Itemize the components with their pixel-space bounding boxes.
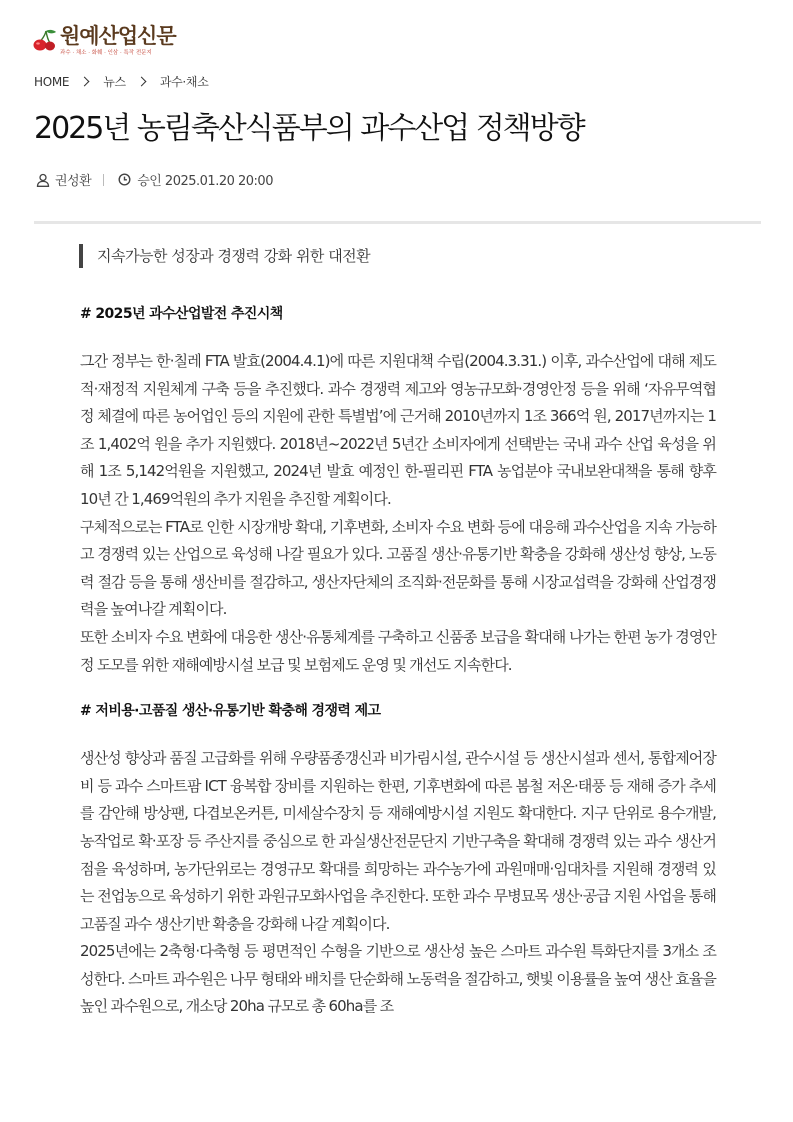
- author-name[interactable]: 권성환: [55, 174, 92, 189]
- header-divider: [34, 221, 761, 224]
- paragraph: 그간 정부는 한·칠레 FTA 발효(2004.4.1)에 따른 지원대책 수립(2004.3.31.) 이후, 과수산업에 대해 제도적·재정적 지원체계 구축 등을 추진했다. 과수 경쟁력 제고와 영농규모화·경영안정 등을 위해 ‘자유무역협정 체결에 따른 농어업인 등의 지원에 관한 특별법’에 근거해 2010년까지 1조 366억 원, 2017년까지는 1조 1,402억 원을 추가 지원했다. 2018년~2022년 5년간 소비자에게 선택받는 국내 과수 산업 육성을 위해 1조 5,142억원을 지원했고, 2024년 발효 예정인 한-필리핀 FTA 농업분야 국내보완대책을 통해 향후 10년 간 1,469억원의 추가 지원을 추진할 계획이다.: [80, 352, 716, 508]
- paragraph: 2025년에는 2축형·다축형 등 평면적인 수형을 기반으로 생산성 높은 스마트 과수원 특화단지를 3개소 조성한다. 스마트 과수원은 나무 형태와 배치를 단순화해 노동력을 절감하고, 햇빛 이용률을 높여 생산 효율을 높인 과수원으로, 개소당 20ha 규모로 총 60ha를 조: [80, 942, 716, 1016]
- clock-icon: [118, 173, 131, 186]
- publish-date: 승인 2025.01.20 20:00: [137, 174, 273, 189]
- paragraph: 또한 소비자 수요 변화에 대응한 생산·유통체계를 구축하고 신품종 보급을 확대해 나가는 한편 농가 경영안정 도모를 위한 재해예방시설 보급 및 보험제도 운영 및 개선도 지속한다.: [80, 627, 716, 674]
- breadcrumb-news[interactable]: 뉴스: [103, 75, 126, 89]
- article-body: [80, 300, 716, 1021]
- article-title: 2025년 농림축산식품부의 과수산업 정책방향: [34, 111, 584, 146]
- user-icon: [36, 173, 50, 187]
- paragraph: 생산성 향상과 품질 고급화를 위해 우량품종갱신과 비가림시설, 관수시설 등 생산시설과 센서, 통합제어장비 등 과수 스마트팜 ICT 융복합 장비를 지원하는 한편, 기후변화에 따른 봄철 저온·태풍 등 재해 증가 추세를 감안해 방상팬, 다겹보온커튼, 미세살수장치 등 재해예방시설 지원도 확대한다. 지구 단위로 용수개발, 농작업로 확·포장 등 주산지를 중심으로 한 과실생산전문단지 기반구축을 확대해 경쟁력 있는 과수 생산거점을 육성하며, 농가단위로는 경영규모 확대를 희망하는 과수농가에 과원매매·임대차를 지원해 경쟁력 있는 전업농으로 육성하기 위한 과원규모화사업을 추진한다. 또한 과수 무병묘목 생산·공급 지원 사업을 통해 고품질 과수 생산기반 확충을 강화해 나갈 계획이다.: [80, 749, 716, 933]
- site-name: 원예산업신문: [60, 24, 176, 48]
- section-heading: # 저비용·고품질 생산·유통기반 확충해 경쟁력 제고: [80, 703, 381, 720]
- article-subtitle: 지속가능한 성장과 경쟁력 강화 위한 대전환: [79, 244, 370, 268]
- section-heading: # 2025년 과수산업발전 추진시책: [80, 306, 283, 322]
- byline-divider: [103, 174, 104, 186]
- article-byline: [36, 170, 273, 189]
- breadcrumb-home[interactable]: HOME: [34, 74, 70, 89]
- chevron-right-icon: [136, 77, 146, 87]
- breadcrumb-category[interactable]: 과수·채소: [159, 75, 209, 89]
- paragraph: 구체적으로는 FTA로 인한 시장개방 확대, 기후변화, 소비자 수요 변화 등에 대응해 과수산업을 지속 가능하고 경쟁력 있는 산업으로 육성해 나갈 필요가 있다. 고품질 생산·유통기반 확충을 강화해 생산성 향상, 노동력 절감 등을 통해 생산비를 절감하고, 생산자단체의 조직화·전문화를 통해 시장교섭력을 강화해 산업경쟁력을 높여나갈 계획이다.: [80, 517, 716, 619]
- site-tagline: 과수 · 채소 · 화훼 · 인삼 · 특작 전문지: [60, 50, 152, 56]
- breadcrumb: [34, 73, 209, 90]
- site-logo[interactable]: [33, 24, 176, 64]
- cherry-logo-icon: [33, 28, 57, 52]
- chevron-right-icon: [80, 77, 90, 87]
